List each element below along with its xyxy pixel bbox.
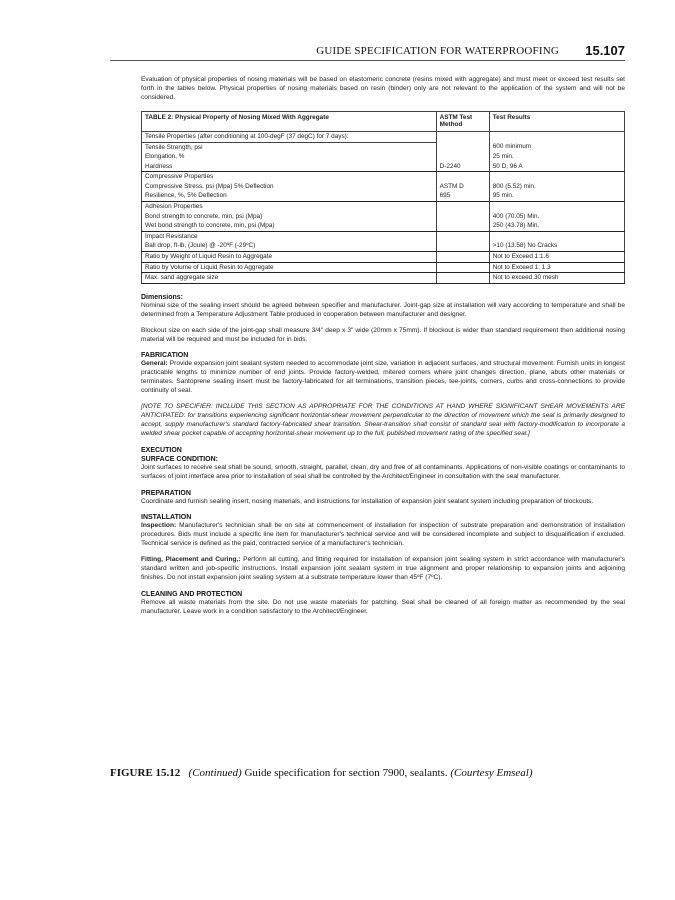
property-cell: Wet bond strength to concrete, min, psi (Mpa) [142,221,437,231]
property-cell: Resilience, %, 5% Deflection [142,191,437,201]
fitting-text: Perform all cutting, and fitting required for installation of expansion joint sealing system in strict accordance with manufacturer's standard written and job-specific instructions. Install expansion joint sealant system in true alignment and proper relationship to expansion joints and adjoining finishes. Do not install expansion joint sealing system at a substrate temperature lower than 45ºF (7ºC). [141,556,625,581]
method-cell: ASTM D [436,182,489,192]
result-cell: >10 (13.58) No Cracks [489,241,624,251]
result-cell: Not to exceed 30 mesh [489,273,624,284]
result-cell: 50 D, 96 A [489,162,624,172]
group-label: Compressive Properties [142,172,437,182]
table-row [142,262,625,273]
method-cell: D-2240 [436,162,489,172]
group-label: Adhesion Properties [142,202,437,212]
table-group-row [142,131,625,142]
result-cell: 800 (5.52) min. [489,182,624,192]
result-cell: 95 min. [489,191,624,201]
fitting-lead: Fitting, Placement and Curing,: [141,556,241,564]
group-label: Tensile Properties (after conditioning at 100-degF (37 degC) for 7 days): [142,131,437,142]
table-group-row [142,231,625,241]
table-row [142,221,625,231]
method-header: ASTM Test Method [436,111,489,131]
running-title: GUIDE SPECIFICATION FOR WATERPROOFING [316,45,559,57]
method-cell [436,212,489,222]
general-lead: General: [141,360,168,368]
content-column [141,76,625,617]
result-header: Test Results [489,111,624,131]
general-text: Provide expansion joint sealant system needed to accommodate joint size, variation in adjacent surfaces, and structural movement. Furnish units in longest practicable lengths to minimize number of end joints. Provide factory-welded, mitered corners where joint changes direction, plane, abuts other materials or terminates. Santoprene sealing insert must be factory-fabricated for all terminations, transition pieces, tee-joints, corners, curbs and cross-connections to provide continuity of seal. [141,360,625,395]
result-cell: Not to Exceed 1: 1.3 [489,262,624,273]
general-paragraph [141,360,625,396]
result-cell: 600 minimum [489,142,624,152]
table-row [142,252,625,263]
figure-number: FIGURE 15.12 [110,767,181,779]
table-header-row [142,111,625,131]
property-cell: Hardness [142,162,437,172]
fitting-paragraph [141,556,625,583]
figure-caption [110,767,670,779]
installation-heading: INSTALLATION [141,514,192,522]
blockout-paragraph: Blockout size on each side of the joint-gap shall measure 3/4" deep x 3" wide (20mm x 75mm). If blockout is wider than standard requirement then additional nosing material will be required and must be included for in bids. [141,326,625,343]
method-cell [436,152,489,162]
property-cell: Elongation, % [142,152,437,162]
table-row [142,152,625,162]
result-cell: 400 (70.05) Min. [489,212,624,222]
table-group-row [142,202,625,212]
group-label: Impact Resistance [142,231,437,241]
execution-heading: EXECUTION [141,446,182,454]
table-row [142,162,625,172]
property-cell: Max. sand aggregate size [142,273,437,284]
method-cell [436,221,489,231]
result-cell: 25 min. [489,152,624,162]
preparation-heading: PREPARATION [141,489,191,497]
property-cell: Ratio by Weight of Liquid Resin to Aggregate [142,252,437,263]
inspection-text: Manufacturer's technician shall be on site at commencement of installation for inspection of substrate preparation and demonstration of installation procedures. Bids must include a specific line item for manufacturer's technical service and will be considered incomplete and subject to disqualification if excluded. Technical service is defined as the paid, contracted service of a manufacturer's technician. [141,522,625,548]
preparation-paragraph: Coordinate and furnish sealing insert, nosing materials, and instructions for installation of expansion joint sealant system including preparation of blockouts. [141,497,594,505]
table-row [142,273,625,284]
result-cell: Not to Exceed 1:1.6 [489,252,624,263]
table-row [142,241,625,251]
caption-continued: (Continued) [188,767,242,779]
method-cell [436,142,489,152]
method-cell: 695 [436,191,489,201]
cleaning-heading: CLEANING AND PROTECTION [141,590,243,598]
table-group-row [142,172,625,182]
page-number: 15.107 [585,43,625,58]
property-cell: Compressive Stress, psi (Mpa) 5% Deflection [142,182,437,192]
surface-condition-heading: SURFACE CONDITION: [141,455,218,463]
inspection-paragraph [141,522,625,549]
inspection-lead: Inspection: [141,522,177,530]
caption-courtesy: (Courtesy Emseal) [450,767,533,779]
caption-text: Guide specification for section 7900, sealants. [244,767,448,779]
fabrication-heading: FABRICATION [141,352,189,360]
method-cell [436,241,489,251]
spec-table [141,111,625,284]
dimensions-paragraph: Nominal size of the sealing insert should be agreed between specifier and manufacturer. Joint-gap size at installation will vary according to temperature and shall be determined from a Temperature Adjustment Table produced in cooperation between manufacturer and designer. [141,301,625,318]
running-header [110,44,625,61]
table-row [142,142,625,152]
table-row [142,212,625,222]
note-to-specifier: [NOTE TO SPECIFIER: INCLUDE THIS SECTION AS APPROPRIATE FOR THE CONDITIONS AT HAND WHERE SIGNIFICANT SHEAR MOVEMENTS ARE ANTICIPATED: for transitions experiencing significant horizontal-shear movement perpendicular to the direction of movement which the seal is primarily designed to accept, supply manufacturer's standard factory-fabricated shear transition. Shear-transition shall consist of standard seal with factory-modification to incorporate a welded shear pocket capable of accepting horizontal-shear movement up to the full, published movement rating of the specified seal.] [141,403,625,437]
property-cell: Ratio by Volume of Liquid Resin to Aggregate [142,262,437,273]
table-row [142,182,625,192]
property-cell: Tensile Strength, psi [142,142,437,152]
dimensions-heading: Dimensions: [141,293,184,301]
property-cell: Bond strength to concrete, min, psi (Mpa) [142,212,437,222]
table-title: TABLE 2: Physical Property of Nosing Mixed With Aggregate [142,111,437,131]
cleaning-paragraph: Remove all waste materials from the site. Do not use waste materials for patching. Seal shall be cleaned of all foreign matter as recommended by the seal manufacturer. Leave work in a condition satisfactory to the Architect/Engineer. [141,598,625,615]
surface-paragraph: Joint surfaces to receive seal shall be sound, smooth, straight, parallel, clean, dry and free of all contaminants. Applications of non-visible coatings or contaminants to surfaces of joint interface area prior to installation of seal shall be controlled by the Architect/Engineer in consultation with the seal manufacturer. [141,463,625,480]
property-cell: Ball drop, ft-lb, (Joule) @ -20ºF (-29ºC) [142,241,437,251]
result-cell: 250 (43.78) Min. [489,221,624,231]
intro-paragraph: Evaluation of physical properties of nosing materials will be based on elastomeric concrete (resins mixed with aggregate) and must meet or exceed test results set forth in the tables below. Physical properties of nosing materials based on resin (binder) only are not relevant to the application of the system and will not be considered. [141,76,625,101]
table-row [142,191,625,201]
